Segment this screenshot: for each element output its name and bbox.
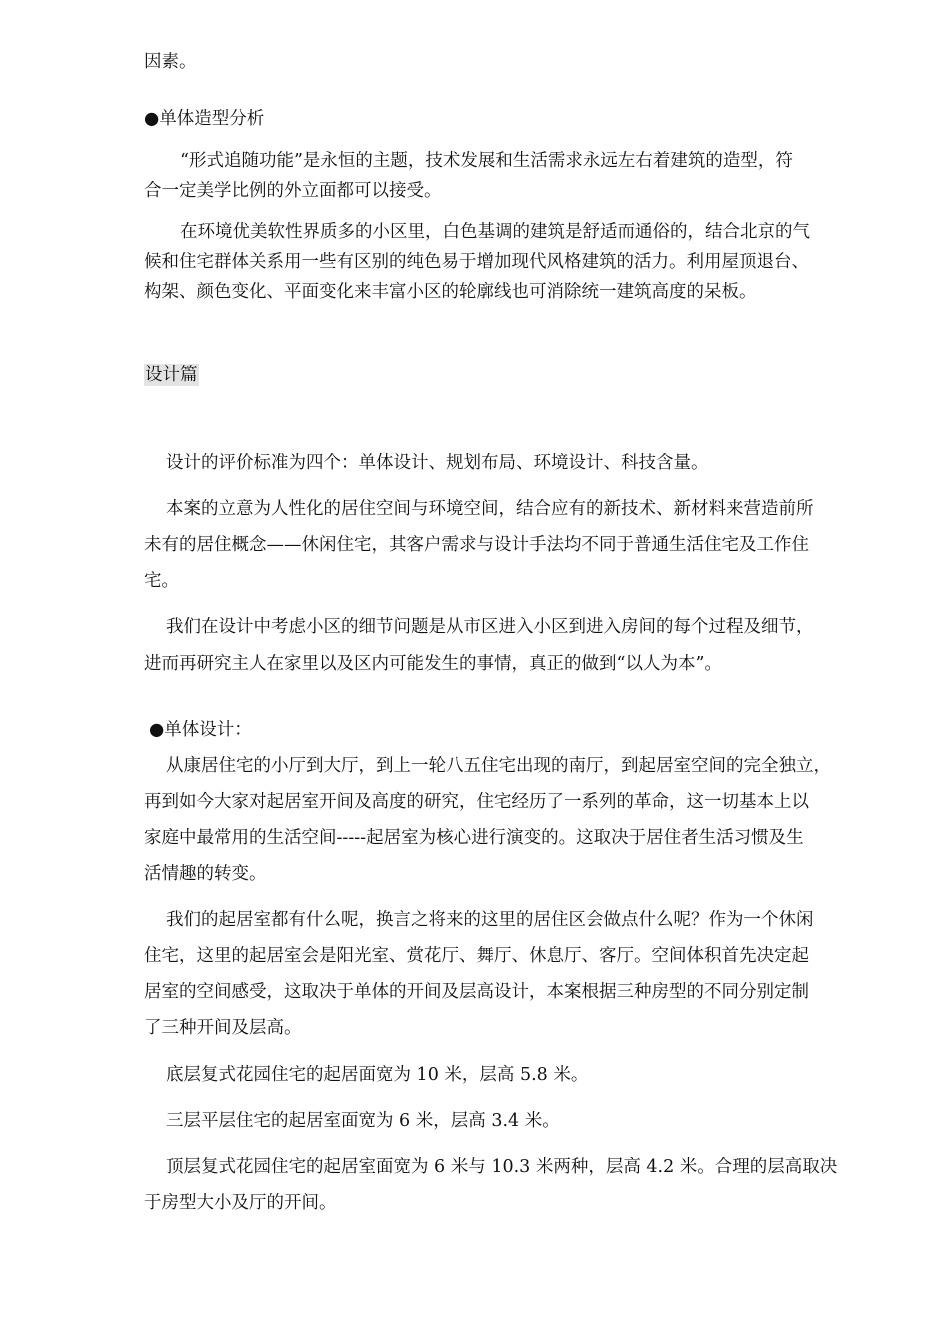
paragraph-line: 住宅，这里的起居室会是阳光室、赏花厅、舞厅、休息厅、客厅。空间体积首先决定起	[144, 946, 809, 966]
paragraph-line: 候和住宅群体关系用一些有区别的纯色易于增加现代风格建筑的活力。利用屋顶退台、	[144, 252, 809, 272]
paragraph-line: 顶层复式花园住宅的起居室面宽为 6 米与 10.3 米两种，层高 4.2 米。合理的层高取决	[166, 1157, 838, 1177]
paragraph-line: 于房型大小及厅的开间。	[144, 1193, 337, 1213]
section-heading: ●单体造型分析	[144, 109, 265, 129]
paragraph-line: 宅。	[144, 571, 179, 591]
paragraph-line: 家庭中最常用的生活空间-----起居室为核心进行演变的。这取决于居住者生活习惯及生	[144, 828, 804, 848]
paragraph-line: 构架、颜色变化、平面变化来丰富小区的轮廓线也可消除统一建筑高度的呆板。	[144, 282, 757, 302]
paragraph-line: 进而再研究主人在家里以及区内可能发生的事情，真正的做到“以人为本”。	[144, 654, 722, 674]
paragraph-line: 本案的立意为人性化的居住空间与环境空间，结合应有的新技术、新材料来营造前所	[166, 499, 814, 519]
paragraph-line: 活情趣的转变。	[144, 864, 267, 884]
paragraph-line: 在环境优美软性界质多的小区里，白色基调的建筑是舒适而通俗的，结合北京的气	[180, 222, 810, 242]
paragraph-line: 设计的评价标准为四个：单体设计、规划布局、环境设计、科技含量。	[166, 453, 709, 473]
paragraph-line: 未有的居住概念——休闲住宅，其客户需求与设计手法均不同于普通生活住宅及工作住	[144, 535, 809, 555]
paragraph-line: 我们的起居室都有什么呢，换言之将来的这里的居住区会做点什么呢？作为一个休闲	[166, 910, 814, 930]
section-heading: ●单体设计：	[149, 720, 252, 740]
paragraph-line: 三层平层住宅的起居室面宽为 6 米，层高 3.4 米。	[166, 1111, 560, 1131]
paragraph-line: 因素。	[144, 52, 197, 72]
paragraph-line: 从康居住宅的小厅到大厅，到上一轮八五住宅出现的南厅，到起居室空间的完全独立，	[166, 756, 831, 776]
paragraph-line: 了三种开间及层高。	[144, 1018, 302, 1038]
paragraph-line: 合一定美学比例的外立面都可以接受。	[144, 181, 442, 201]
chapter-heading-text: 设计篇	[145, 365, 198, 385]
paragraph-line: “形式追随功能”是永恒的主题，技术发展和生活需求永远左右着建筑的造型，符	[180, 151, 793, 171]
paragraph-line: 再到如今大家对起居室开间及高度的研究，住宅经历了一系列的革命，这一切基本上以	[144, 792, 809, 812]
paragraph-line: 底层复式花园住宅的起居面宽为 10 米，层高 5.8 米。	[166, 1065, 589, 1085]
paragraph-line: 我们在设计中考虑小区的细节问题是从市区进入小区到进入房间的每个过程及细节，	[166, 617, 814, 637]
paragraph-line: 居室的空间感受，这取决于单体的开间及层高设计，本案根据三种房型的不同分别定制	[144, 982, 809, 1002]
chapter-heading	[144, 367, 199, 385]
